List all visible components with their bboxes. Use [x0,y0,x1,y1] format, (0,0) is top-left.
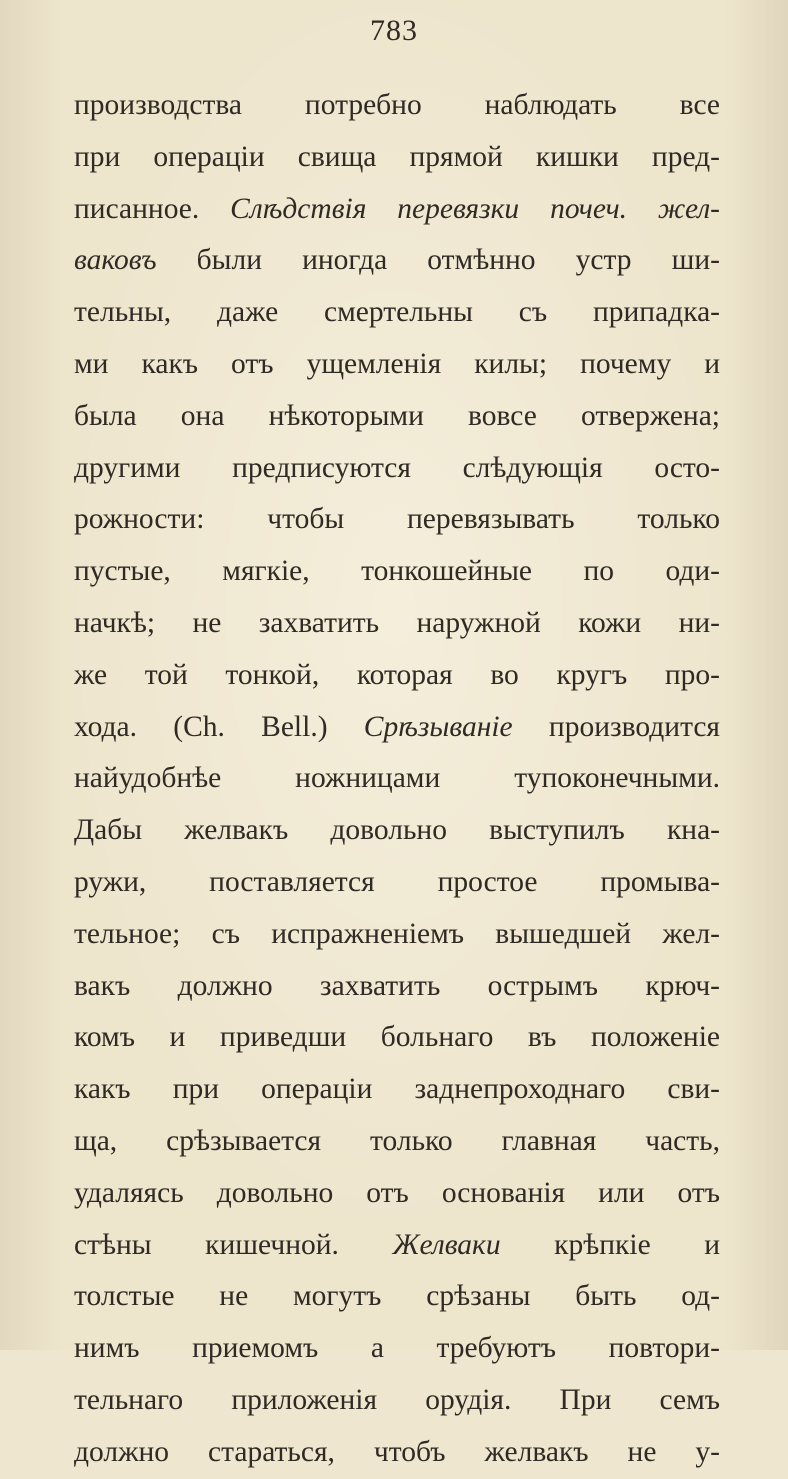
text-line [74,391,720,443]
text-line [74,1323,720,1375]
text-segment: нимъ приемомъ а требуютъ повтори- [74,1332,720,1365]
text-segment: какъ при операціи заднепроходнаго сви- [74,1073,720,1106]
text-segment: Дабы желвакъ довольно выступилъ кна- [74,814,720,847]
text-segment: ща, срѣзывается только главная часть, [74,1124,720,1157]
text-segment: толстые не могутъ срѣзаны быть од- [74,1280,720,1313]
text-line [74,339,720,391]
italic-text: Слѣдствія перевязки почеч. жел- [230,192,720,225]
text-line [74,1375,720,1427]
text-segment: производства потребно наблюдать все [74,89,720,121]
text-line [74,702,720,754]
italic-text: ваковъ [74,244,157,277]
text-segment: ружи, поставляется простое промыва- [74,865,720,898]
text-segment: удаляясь довольно отъ основанія или отъ [74,1176,720,1209]
text-segment: же той тонкой, которая во кругъ про- [74,658,720,691]
text-segment: начкѣ; не захватить наружной кожи ни- [74,606,720,639]
text-line [74,753,720,805]
text-segment: тельное; съ испражненіемъ вышедшей жел- [74,917,720,950]
text-segment: рожности: чтобы перевязывать только [74,503,720,536]
text-segment: пустые, мягкіе, тонкошейные по оди- [74,555,720,588]
text-segment: другими предписуются слѣдующія осто- [74,451,720,484]
text-line [74,494,720,546]
text-segment: найудобнѣе ножницами тупоконечными. [74,762,720,795]
text-line [74,132,720,184]
text-line [74,287,720,339]
body-text [74,80,720,1479]
text-line [74,961,720,1013]
text-line [74,235,720,287]
text-segment: писанное. [74,192,231,225]
text-line [74,1116,720,1168]
italic-text: Срѣзываніе [363,710,513,743]
italic-text: Желваки [392,1228,501,1261]
text-segment: должно стараться, чтобъ желвакъ не у- [74,1435,720,1468]
text-line [74,1427,720,1479]
text-segment: ми какъ отъ ущемленія килы; почему и [74,347,720,380]
text-line [74,650,720,702]
text-segment: стѣны кишечной. [74,1228,393,1261]
text-line [74,1220,720,1272]
text-line [74,443,720,495]
text-line [74,909,720,961]
text-segment: тельнаго приложенія орудія. При семъ [74,1383,720,1416]
text-line [74,80,720,132]
text-segment: тельны, даже смертельны съ припадка- [74,296,720,329]
text-line [74,184,720,236]
text-segment: крѣпкіе и [500,1228,720,1261]
text-segment: производится [512,710,720,743]
text-line [74,1271,720,1323]
text-segment: была она нѣкоторыми вовсе отвержена; [74,399,720,432]
text-segment: комъ и приведши больнаго въ положеніе [74,1021,720,1054]
text-line [74,805,720,857]
text-line [74,1012,720,1064]
text-line [74,857,720,909]
text-segment: были иногда отмѣнно устр ши- [156,244,720,277]
page-number: 783 [370,14,418,47]
text-line [74,1168,720,1220]
text-line [74,598,720,650]
text-segment: вакъ должно захватить острымъ крюч- [74,969,720,1002]
text-line [74,1064,720,1116]
text-line [74,546,720,598]
text-segment: хода. (Ch. Bell.) [74,710,364,743]
text-segment: при операціи свища прямой кишки пред- [74,140,720,173]
